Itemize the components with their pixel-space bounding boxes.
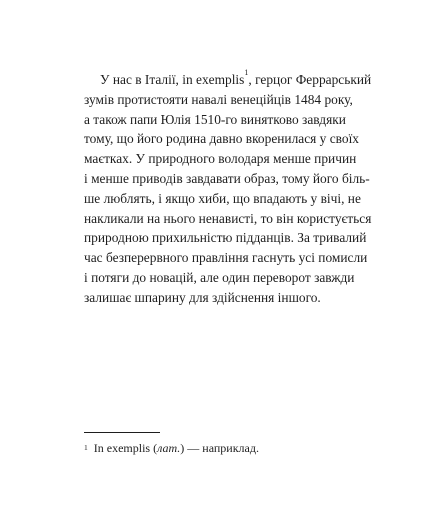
footnote-divider	[84, 432, 160, 433]
footnote-reference: 1	[244, 68, 249, 77]
text-line: маєтках. У природного володаря менше причин	[84, 151, 357, 167]
text-line-start: У нас в Італії, in exemplis	[100, 72, 245, 87]
text-line: і менше приводів завдавати образ, тому його біль-	[84, 170, 370, 186]
text-line: залишає шпарину для здійснення іншого.	[84, 289, 321, 305]
footnote-term: In exemplis (	[93, 441, 158, 455]
footnote-mark: 1	[84, 443, 88, 452]
text-line: час безперервного правління гаснуть усі помисли	[84, 250, 368, 266]
text-line: ше люблять, і якщо хиби, що впадають у вічі, не	[84, 190, 361, 206]
text-line: накликали на нього ненависті, то він користується	[84, 210, 372, 226]
footnote-language: лат.	[157, 441, 181, 455]
text-line-tail: , герцог Феррарський	[248, 72, 372, 87]
footnote	[84, 440, 342, 456]
main-paragraph	[84, 68, 372, 308]
text-line	[84, 68, 372, 90]
text-line: тому, що його родина давно вкоренилася у своїх	[84, 131, 360, 147]
text-line: природною прихильністю підданців. За тривалий	[84, 230, 367, 246]
text-line: а також папи Юлія 1510-го винятково завдяки	[84, 111, 346, 127]
footnote-definition: ) — наприклад.	[180, 441, 259, 455]
text-line: зумів протистояти навалі венеційців 1484 року,	[84, 91, 353, 107]
text-line: і потяги до новацій, але один переворот завжди	[84, 269, 355, 285]
